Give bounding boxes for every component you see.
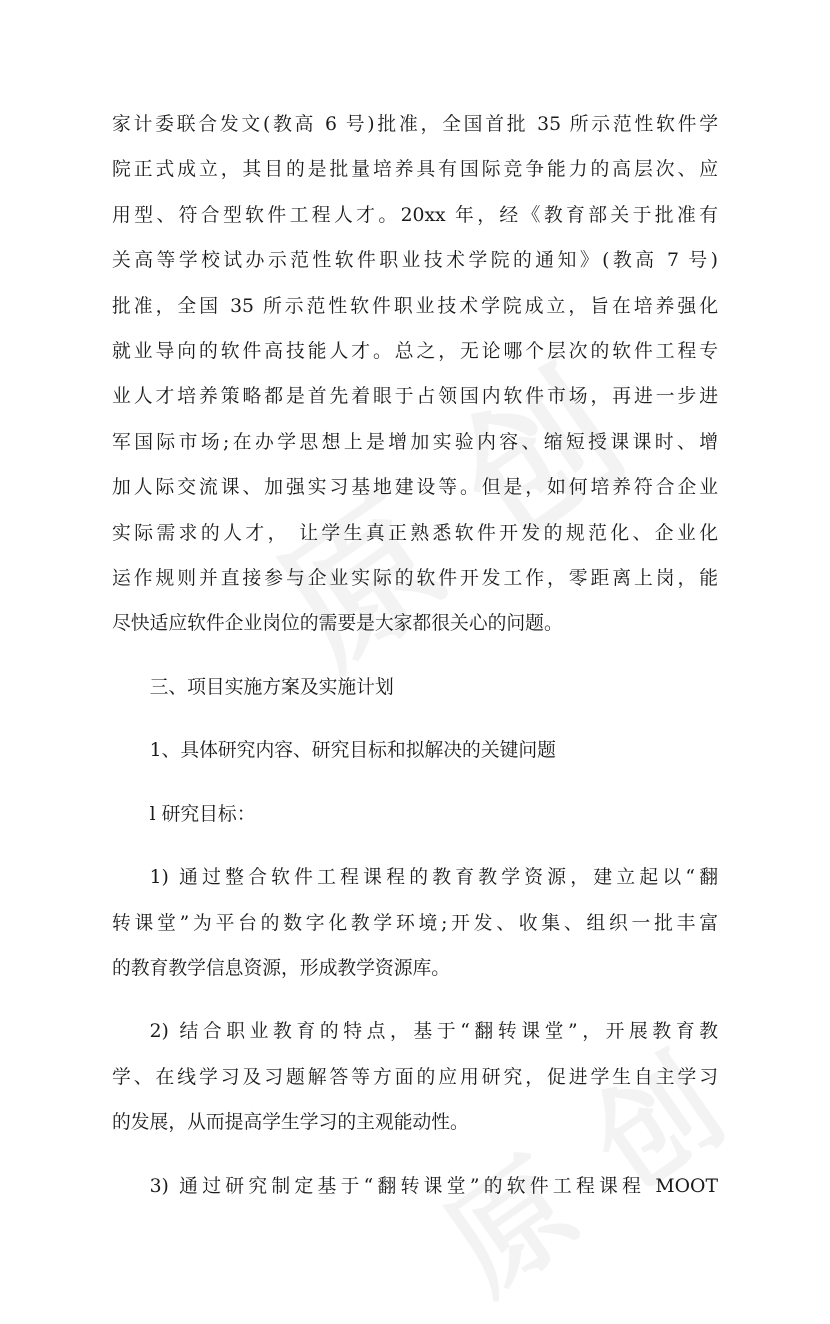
- paragraph-software-college-history: [112, 102, 718, 647]
- text-line: 运作规则并直接参与企业实际的软件开发工作，零距离上岗，能: [112, 568, 718, 590]
- text-line: 的发展，从而提高学生学习的主观能动性。: [112, 1112, 469, 1134]
- heading-research-goals: l 研究目标：: [149, 803, 256, 825]
- section-heading-implementation-plan: 三、项目实施方案及实施计划: [149, 676, 394, 698]
- text-line: 军国际市场;在办学思想上是增加实验内容、缩短授课课时、增: [112, 431, 718, 453]
- goal-item-2: [112, 1009, 718, 1145]
- text-line: 关高等学校试办示范性软件职业技术学院的通知》(教高 7 号): [112, 250, 718, 272]
- text-line: 3) 通过研究制定基于“翻转课堂”的软件工程课程 MOOT: [149, 1175, 718, 1197]
- document-body: [112, 102, 718, 1209]
- text-line: 院正式成立，其目的是批量培养具有国际竞争能力的高层次、应: [112, 159, 718, 181]
- text-line: 就业导向的软件高技能人才。总之，无论哪个层次的软件工程专: [112, 341, 718, 363]
- text-line: 批准，全国 35 所示范性软件职业技术学院成立，旨在培养强化: [112, 295, 718, 317]
- text-line: 业人才培养策略都是首先着眼于占领国内软件市场，再进一步进: [112, 386, 718, 408]
- goal-item-1: [112, 855, 718, 991]
- goal-item-3: [112, 1164, 718, 1209]
- text-line: 用型、符合型软件工程人才。20xx 年，经《教育部关于批准有: [112, 204, 718, 226]
- subsection-heading-research-content: 1、具体研究内容、研究目标和拟解决的关键问题: [149, 740, 556, 762]
- text-line: 家计委联合发文(教高 6 号)批准，全国首批 35 所示范性软件学: [112, 114, 718, 135]
- text-line: 实际需求的人才， 让学生真正熟悉软件开发的规范化、企业化: [112, 522, 718, 544]
- text-line: 2) 结合职业教育的特点，基于“翻转课堂”，开展教育教: [149, 1021, 718, 1043]
- text-line: 转课堂”为平台的数字化教学环境;开发、收集、组织一批丰富: [112, 912, 718, 934]
- text-line: 加人际交流课、加强实习基地建设等。但是，如何培养符合企业: [112, 477, 718, 499]
- text-line: 尽快适应软件企业岗位的需要是大家都很关心的问题。: [112, 613, 563, 635]
- text-line: 学、在线学习及习题解答等方面的应用研究，促进学生自主学习: [112, 1066, 718, 1088]
- text-line: 1) 通过整合软件工程课程的教育教学资源，建立起以“翻: [149, 867, 718, 889]
- text-line: 的教育教学信息资源，形成教学资源库。: [112, 957, 451, 979]
